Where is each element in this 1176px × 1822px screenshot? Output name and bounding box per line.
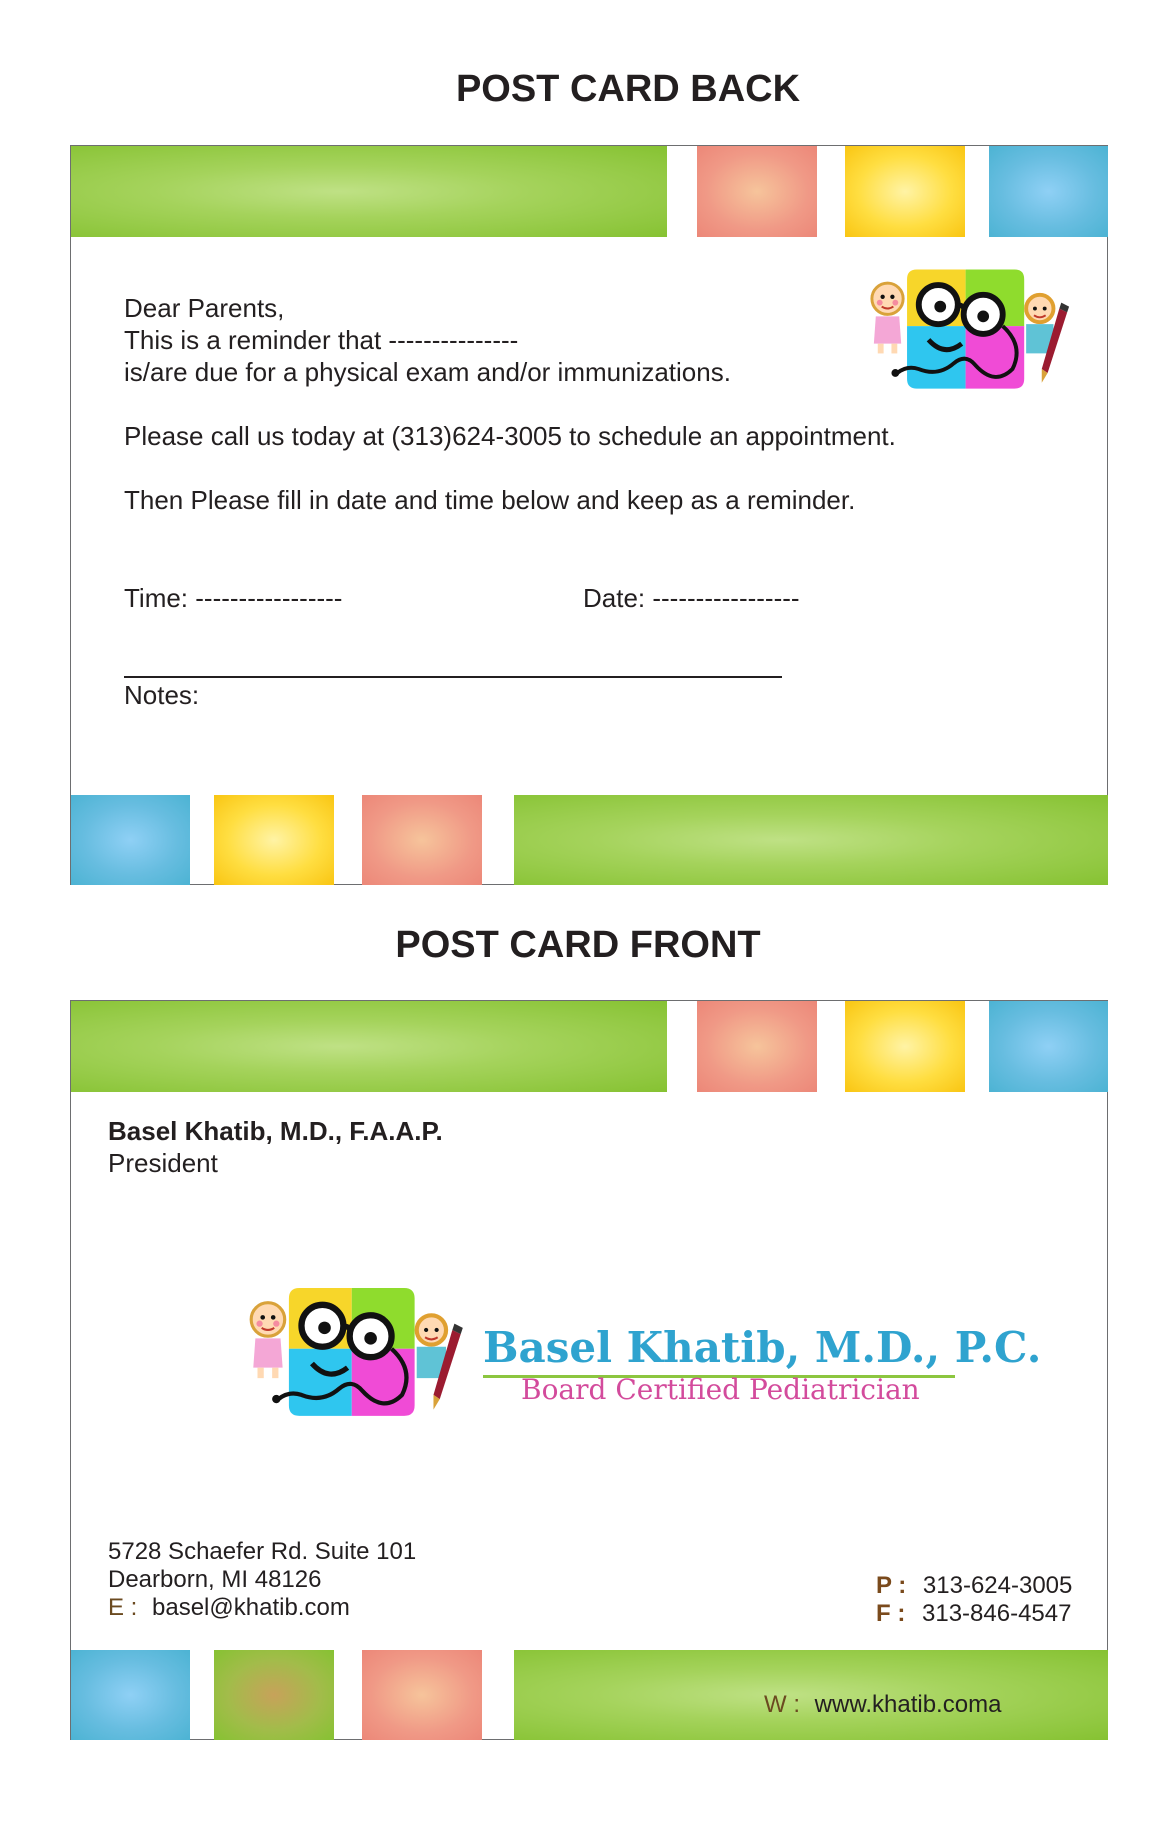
phone-label: P :: [876, 1572, 907, 1599]
greeting-text: Dear Parents,: [124, 293, 285, 323]
front-bottom-pink-square: [362, 1650, 482, 1740]
top-pink-square: [697, 146, 817, 237]
doctor-role: President: [108, 1148, 218, 1178]
web-label: W :: [764, 1691, 800, 1718]
web-value: www.khatib.coma: [814, 1691, 1002, 1718]
top-blue-square: [989, 146, 1108, 237]
call-line: Please call us today at (313)624-3005 to schedule an appointment.: [124, 421, 896, 451]
pediatric-logo-icon: [247, 1283, 467, 1423]
due-line: is/are due for a physical exam and/or immunizations.: [124, 357, 731, 387]
reminder-line: This is a reminder that ---------------: [124, 325, 519, 355]
front-section-title: POST CARD FRONT: [395, 924, 761, 966]
fill-line: Then Please fill in date and time below and keep as a reminder.: [124, 485, 856, 515]
email-row: [108, 1592, 350, 1624]
fax-row: [876, 1598, 1071, 1630]
notes-label: Notes:: [124, 680, 200, 710]
web-row: [764, 1689, 1001, 1721]
notes-rule: [124, 676, 782, 678]
doctor-name: Basel Khatib, M.D., F.A.A.P.: [108, 1116, 443, 1146]
bottom-pink-square: [362, 795, 482, 885]
email-value: basel@khatib.com: [152, 1594, 350, 1621]
address-line-2: Dearborn, MI 48126: [108, 1566, 322, 1593]
phone-value: 313-624-3005: [922, 1572, 1073, 1599]
address-line-1: 5728 Schaefer Rd. Suite 101: [108, 1538, 417, 1565]
front-bottom-green-square: [214, 1650, 334, 1740]
email-label: E :: [108, 1594, 138, 1621]
bottom-yellow-square: [214, 795, 334, 885]
front-top-yellow-square: [845, 1001, 965, 1092]
fax-label: F :: [876, 1600, 906, 1627]
front-top-blue-square: [989, 1001, 1108, 1092]
back-section-title: POST CARD BACK: [455, 68, 801, 110]
brand-name: Basel Khatib, M.D., P.C.: [483, 1323, 1042, 1372]
brand-tagline: Board Certified Pediatrician: [521, 1373, 920, 1406]
time-field: Time: -----------------: [124, 583, 343, 613]
bottom-green-bar: [514, 795, 1108, 885]
top-yellow-square: [845, 146, 965, 237]
postcard-front: [70, 1000, 1108, 1740]
front-top-pink-square: [697, 1001, 817, 1092]
pediatric-logo-icon: [868, 266, 1073, 394]
fax-value: 313-846-4547: [922, 1600, 1072, 1627]
top-green-bar: [71, 146, 667, 237]
postcard-back: [70, 145, 1108, 885]
front-bottom-blue-square: [71, 1650, 190, 1740]
date-field: Date: -----------------: [583, 583, 800, 613]
bottom-blue-square: [71, 795, 190, 885]
front-top-green-bar: [71, 1001, 667, 1092]
